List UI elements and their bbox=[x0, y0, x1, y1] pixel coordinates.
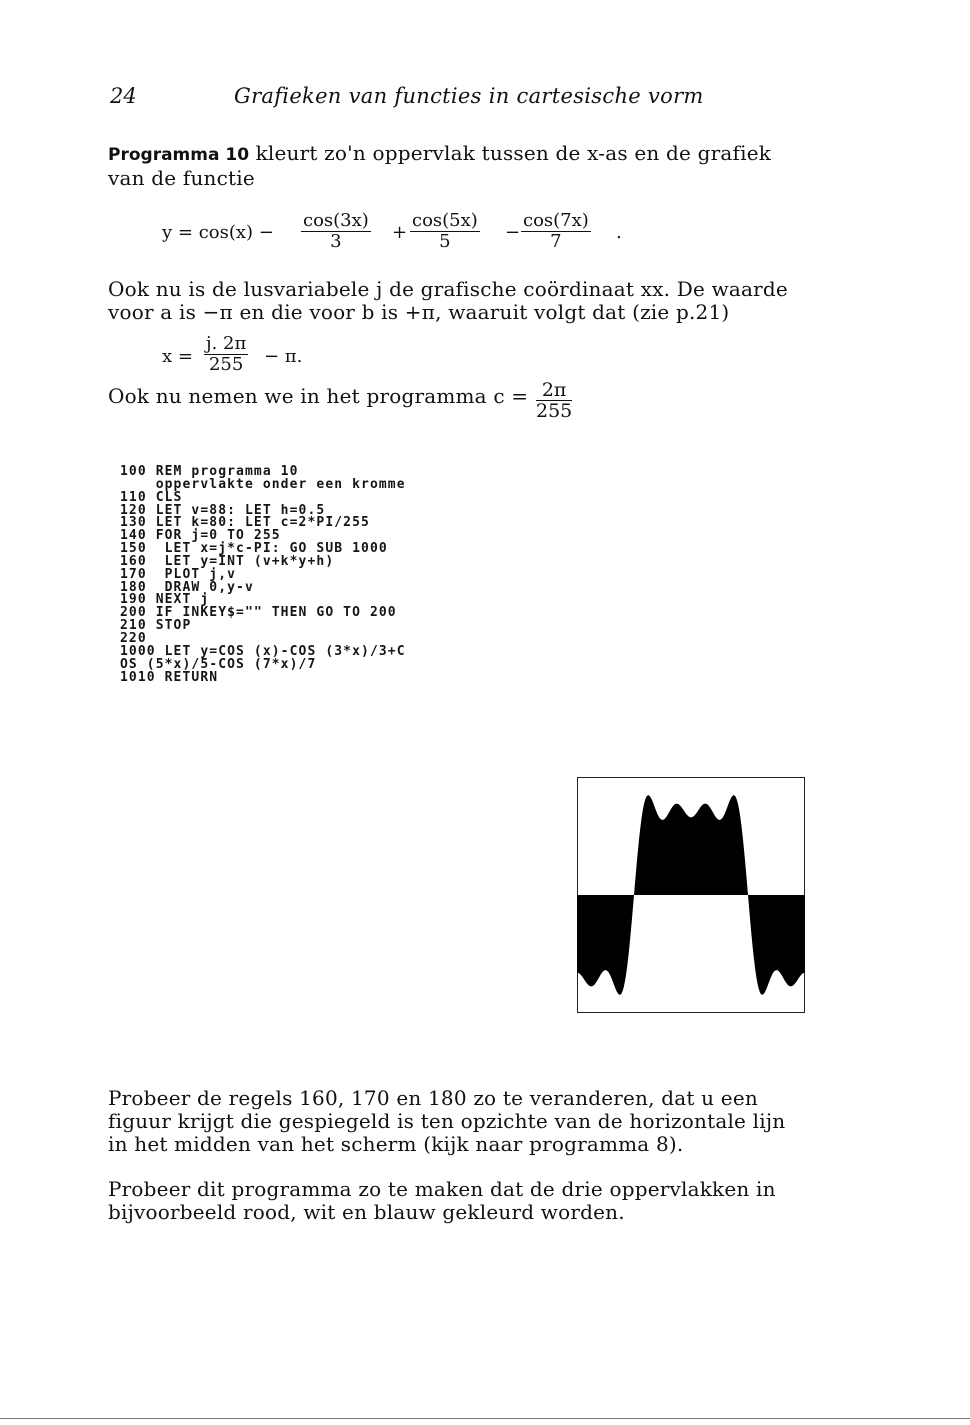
fraction-2pi-255 bbox=[536, 380, 572, 421]
fraction-denominator: 255 bbox=[536, 400, 573, 422]
page-number: 24 bbox=[110, 84, 137, 108]
intro-text-line-2: van de functie bbox=[108, 166, 255, 190]
intro-paragraph bbox=[108, 142, 848, 190]
fraction-numerator: j. 2π bbox=[206, 333, 247, 354]
fraction-numerator: cos(5x) bbox=[412, 210, 478, 231]
formula-lhs: x = bbox=[162, 346, 193, 367]
paragraph-loop-variable bbox=[108, 278, 858, 324]
exercise-mirror-paragraph bbox=[108, 1087, 848, 1156]
fraction-numerator: cos(3x) bbox=[303, 210, 369, 231]
area-chart bbox=[577, 777, 805, 1013]
fraction-numerator: 2π bbox=[536, 380, 572, 401]
scan-edge-line bbox=[0, 1418, 970, 1419]
exercise-colours-paragraph bbox=[108, 1178, 848, 1224]
paragraph-step-c bbox=[108, 385, 528, 408]
fraction-cos3x bbox=[301, 211, 371, 252]
paragraph-line: Ook nu nemen we in het programma c = bbox=[108, 384, 529, 408]
formula-period: . bbox=[616, 222, 622, 243]
paragraph-line: voor a is −π en die voor b is +π, waaruit volgt dat (zie p.21) bbox=[108, 300, 730, 324]
minus-sign: − bbox=[505, 222, 521, 243]
fraction-cos7x bbox=[521, 211, 591, 252]
paragraph-line: Probeer de regels 160, 170 en 180 zo te veranderen, dat u een bbox=[108, 1086, 758, 1110]
fraction-denominator: 7 bbox=[550, 231, 562, 252]
screen-output-graph bbox=[577, 777, 805, 1013]
paragraph-line: figuur krijgt die gespiegeld is ten opzichte van de horizontale lijn bbox=[108, 1109, 786, 1133]
fraction-denominator: 3 bbox=[330, 231, 342, 252]
program-reference: Programma 10 bbox=[108, 145, 250, 165]
fraction-denominator: 5 bbox=[439, 231, 451, 252]
fraction-cos5x bbox=[410, 211, 480, 252]
formula-lhs: y = cos(x) − bbox=[162, 222, 274, 243]
paragraph-line: in het midden van het scherm (kijk naar programma 8). bbox=[108, 1132, 684, 1156]
intro-text-line-1: kleurt zo'n oppervlak tussen de x-as en de grafiek bbox=[249, 141, 772, 165]
fraction-numerator: cos(7x) bbox=[523, 210, 589, 231]
running-head: Grafieken van functies in cartesische vorm bbox=[234, 84, 704, 108]
paragraph-line: bijvoorbeeld rood, wit en blauw gekleurd worden. bbox=[108, 1200, 625, 1224]
plus-sign: + bbox=[392, 222, 408, 243]
fraction-j-2pi-255 bbox=[204, 334, 248, 375]
paragraph-line: Ook nu is de lusvariabele j de grafische coördinaat xx. De waarde bbox=[108, 277, 788, 301]
fraction-denominator: 255 bbox=[208, 354, 244, 375]
paragraph-line: Probeer dit programma zo te maken dat de drie oppervlakken in bbox=[108, 1177, 776, 1201]
basic-program-listing: 100 REM programma 10 oppervlakte onder een kromme 110 CLS 120 LET v=88: LET h=0.5 130 LET k=80: LET c=2*PI/255 140 FOR j=0 TO 255 150 LET x=j*c-PI: GO SUB 1000 160 LET y=INT (v+k*y+h) 170 PLOT j,v 180 DRAW 0,y-v 190 NEXT j 200 IF INKEY$="" THEN GO TO 200 210 STOP 220 1000 LET y=COS (x)-COS (3*x)/3+C OS (5*x)/5-COS (7*x)/7 1010 RETURN bbox=[120, 464, 406, 685]
formula-rest: − π. bbox=[264, 346, 303, 367]
